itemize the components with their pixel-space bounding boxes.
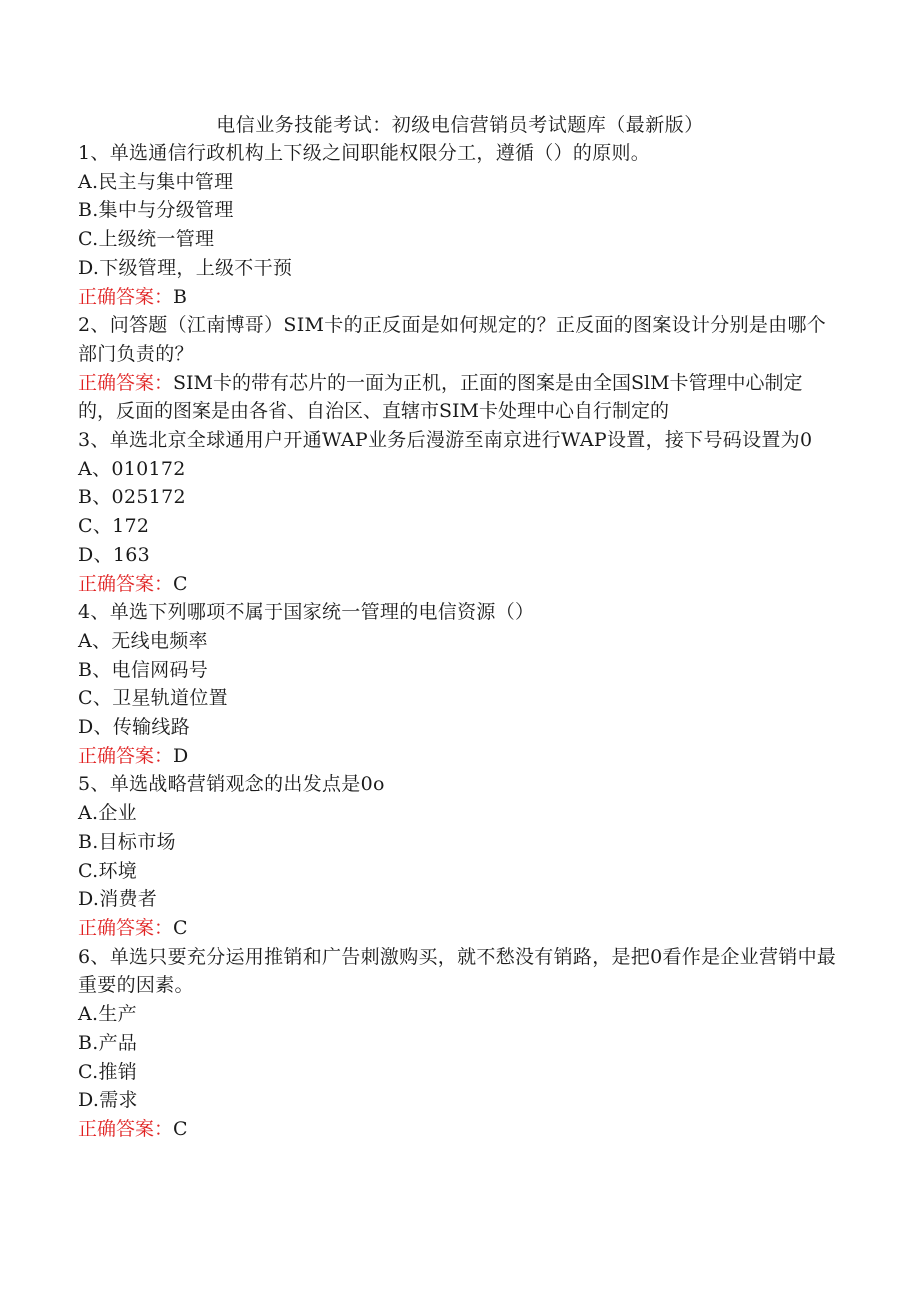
- option: A、无线电频率: [78, 629, 208, 652]
- question-stem: 4、单选下列哪项不属于国家统一管理的电信资源（）: [78, 601, 535, 624]
- option: D、传输线路: [78, 716, 191, 739]
- answer-value: B: [173, 285, 187, 308]
- answer-line: [78, 570, 838, 599]
- answer-label: 正确答案：: [78, 371, 174, 394]
- question-5: [78, 770, 838, 942]
- answer-label: 正确答案：: [78, 572, 174, 595]
- question-stem: 2、问答题（江南博哥）SIM卡的正反面是如何规定的？正反面的图案设计分别是由哪个部门负责的？: [78, 314, 827, 365]
- question-4: [78, 598, 838, 770]
- option: B.产品: [78, 1031, 138, 1054]
- question-6: [78, 943, 838, 1144]
- answer-label: 正确答案：: [78, 744, 174, 767]
- answer-line: [78, 742, 838, 771]
- question-stem: 3、单选北京全球通用户开通WAP业务后漫游至南京进行WAP设置，接下号码设置为0: [78, 429, 813, 452]
- option: D.需求: [78, 1089, 138, 1112]
- question-list: [78, 139, 838, 1144]
- option: C、172: [78, 515, 150, 538]
- question-3: [78, 426, 838, 598]
- answer-label: 正确答案：: [78, 1117, 174, 1140]
- option: D、163: [78, 543, 150, 566]
- option: A.企业: [78, 802, 137, 825]
- answer-value: C: [173, 572, 188, 595]
- option: D.消费者: [78, 888, 158, 911]
- option: D.下级管理，上级不干预: [78, 256, 293, 279]
- option: A、010172: [78, 457, 186, 480]
- question-1: [78, 139, 838, 311]
- option: C.推销: [78, 1060, 138, 1083]
- option: B.集中与分级管理: [78, 199, 234, 222]
- answer-line: [78, 1115, 838, 1144]
- question-stem: 6、单选只要充分运用推销和广告刺激购买，就不愁没有销路，是把0看作是企业营销中最重要的因素。: [78, 945, 837, 997]
- option: B.目标市场: [78, 830, 176, 853]
- option: A.民主与集中管理: [78, 170, 234, 193]
- option: C.上级统一管理: [78, 228, 215, 251]
- option: C、卫星轨道位置: [78, 687, 228, 710]
- answer-line: [78, 914, 838, 943]
- option: C.环境: [78, 859, 138, 882]
- option: B、025172: [78, 486, 186, 509]
- answer-value: D: [173, 744, 189, 767]
- answer-value: SIM卡的带有芯片的一面为正机，正面的图案是由全国SlM卡管理中心制定的，反面的图案是由各省、自治区、直辖市SIM卡处理中心自行制定的: [78, 371, 803, 423]
- option: A.生产: [78, 1003, 137, 1026]
- answer-value: C: [173, 1117, 188, 1140]
- question-2: [78, 311, 838, 426]
- answer-line: [78, 283, 838, 312]
- answer-value: C: [173, 916, 188, 939]
- answer-label: 正确答案：: [78, 916, 174, 939]
- question-stem: 1、单选通信行政机构上下级之间职能权限分工，遵循（）的原则。: [78, 142, 651, 164]
- answer-line: [78, 369, 838, 426]
- option: B、电信网码号: [78, 658, 209, 681]
- question-stem: 5、单选战略营销观念的出发点是0o: [78, 773, 385, 796]
- answer-label: 正确答案：: [78, 285, 174, 308]
- document-title: 电信业务技能考试：初级电信营销员考试题库（最新版）: [216, 114, 704, 136]
